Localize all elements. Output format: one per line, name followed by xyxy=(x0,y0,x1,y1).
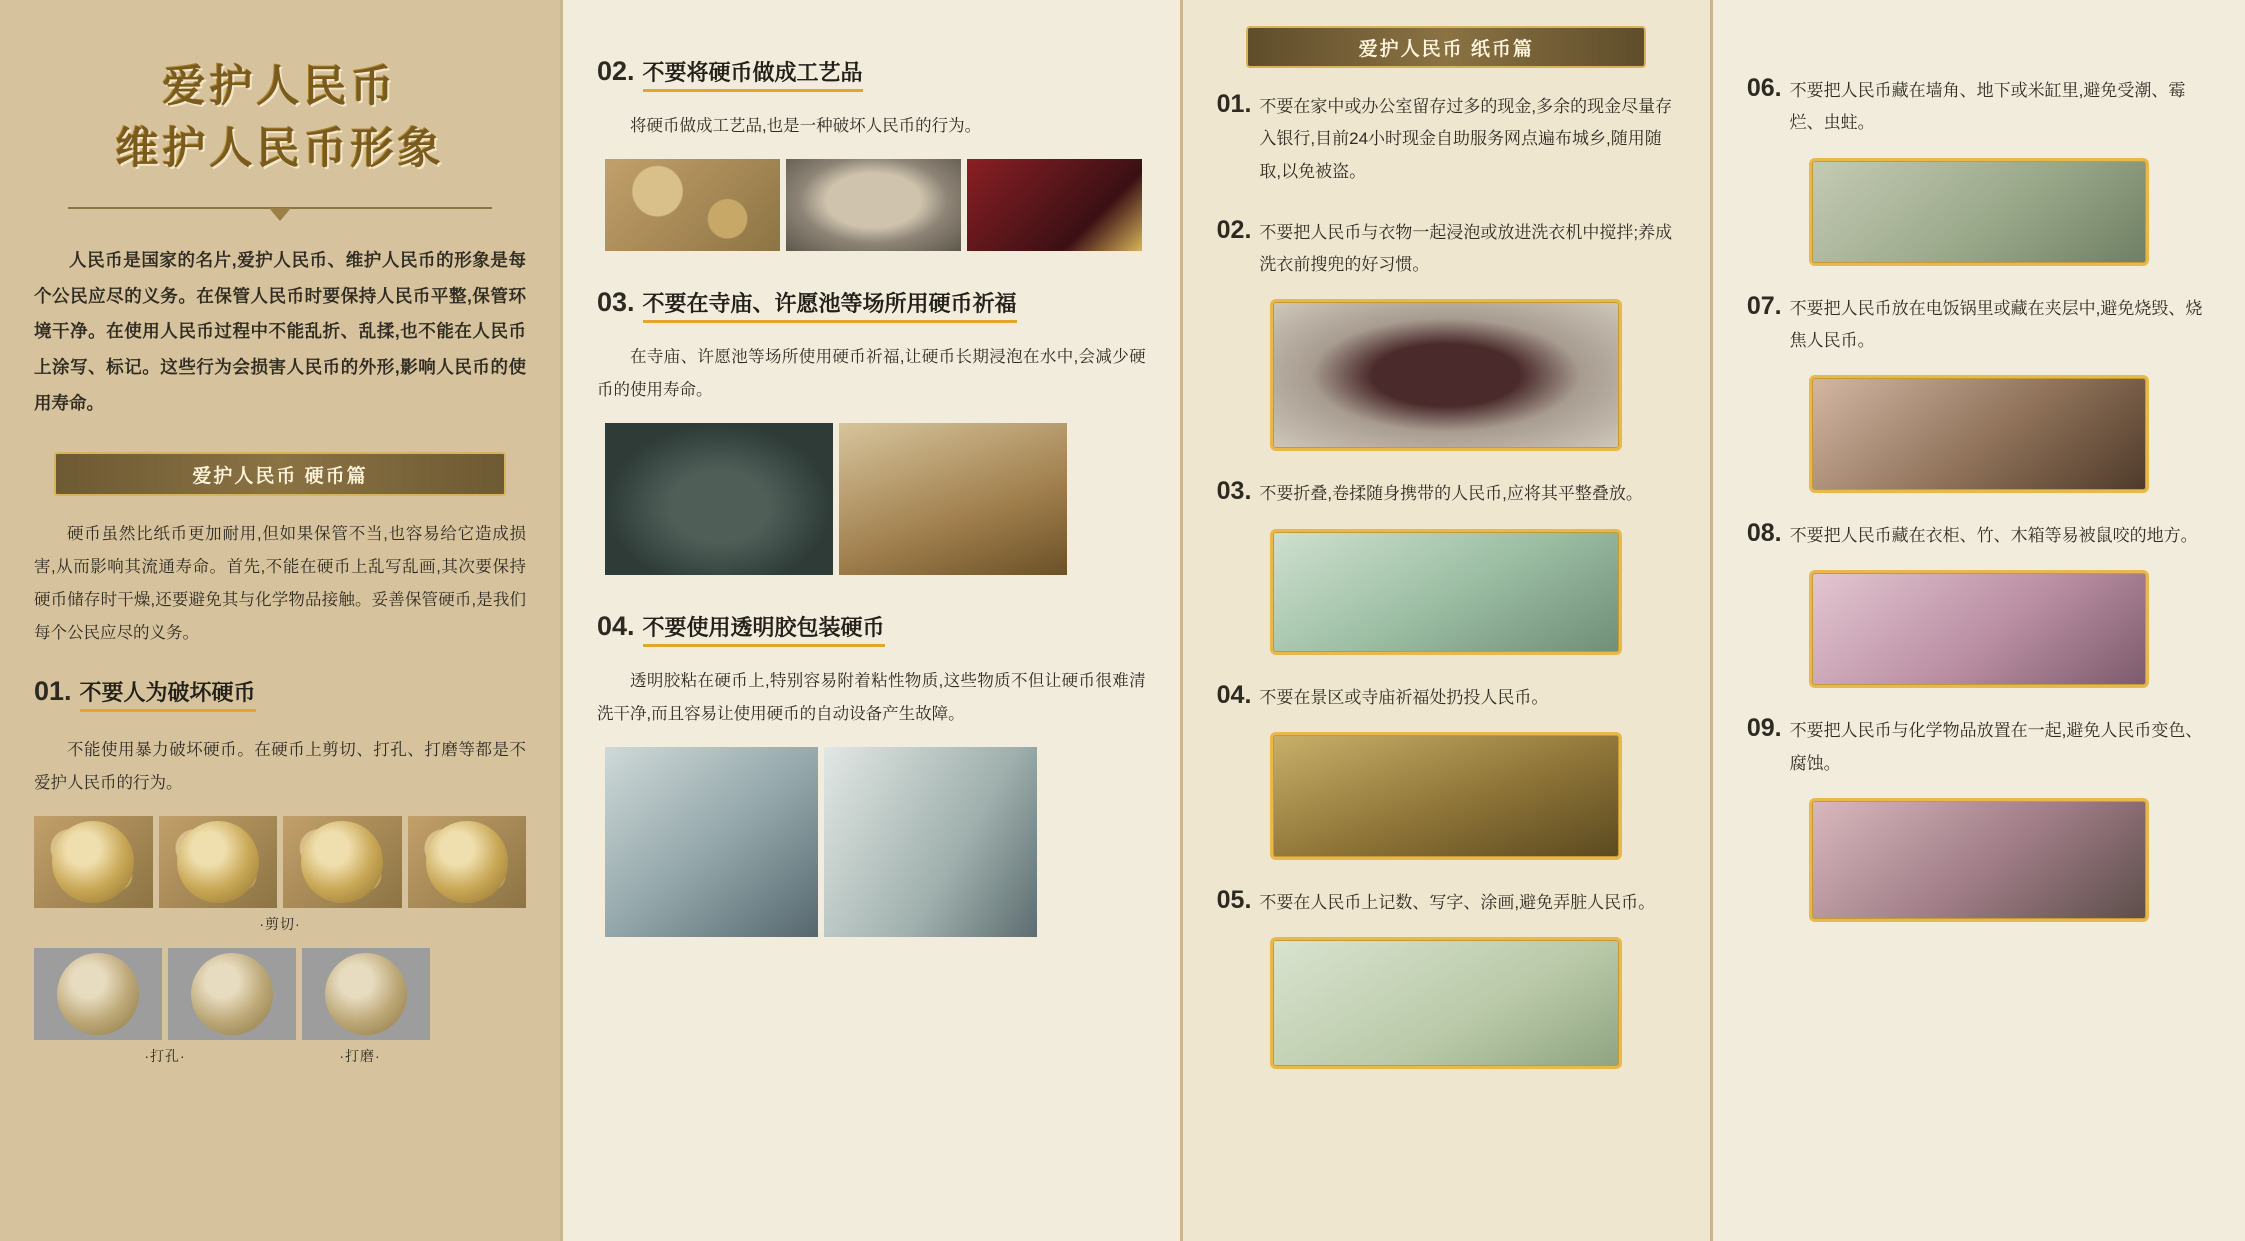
item-03-body: 在寺庙、许愿池等场所使用硬币祈福,让硬币长期浸泡在水中,会减少硬币的使用寿命。 xyxy=(596,347,1146,399)
section-banner-banknotes: 爱护人民币 纸币篇 xyxy=(1246,26,1646,68)
item-02-images xyxy=(605,159,1146,251)
note-item-02-number: 02. xyxy=(1216,215,1252,244)
coin-photo-drill-2 xyxy=(168,948,296,1040)
note-item-05-number: 05. xyxy=(1216,886,1252,915)
burned-banknote-photo xyxy=(1809,375,2149,493)
note-item-08-text: 不要把人民币藏在衣柜、竹、木箱等易被鼠咬的地方。 xyxy=(1789,526,2198,546)
coin-craft-tree-photo xyxy=(605,159,780,251)
item-04-body: 透明胶粘在硬币上,特别容易附着粘性物质,这些物质不但让硬币很难清洗干净,而且容易让使用硬币的自动设备产生故障。 xyxy=(596,671,1146,723)
item-02-number: 02. xyxy=(596,56,635,86)
coin-craft-knot-photo xyxy=(967,159,1142,251)
item-03-title: 不要在寺庙、许愿池等场所用硬币祈福 xyxy=(643,290,1017,323)
note-item-03-text: 不要折叠,卷揉随身携带的人民币,应将其平整叠放。 xyxy=(1259,484,1643,504)
note-item-01-number: 01. xyxy=(1216,90,1252,118)
note-item-02-text: 不要把人民币与衣物一起浸泡或放进洗衣机中搅拌;养成洗衣前搜兜的好习惯。 xyxy=(1259,222,1673,275)
note-item-09-heading xyxy=(1747,714,2211,782)
note-item-08-heading xyxy=(1747,519,2211,554)
column-coins-intro xyxy=(0,0,560,1241)
item-02-title: 不要将硬币做成工艺品 xyxy=(643,59,863,92)
note-item-07-number: 07. xyxy=(1746,291,1782,320)
note-item-05-heading xyxy=(1217,886,1676,921)
item-02-heading xyxy=(597,56,1146,92)
item-04-title: 不要使用透明胶包装硬币 xyxy=(643,614,885,647)
coin-craft-bowl-photo xyxy=(786,159,961,251)
note-item-08-image xyxy=(1747,570,2211,688)
coin-photo-cut-4 xyxy=(408,816,527,908)
taped-coin-photo-1 xyxy=(605,747,818,937)
note-item-06-number: 06. xyxy=(1746,74,1782,102)
note-item-05-text: 不要在人民币上记数、写字、涂画,避免弄脏人民币。 xyxy=(1259,893,1656,913)
note-item-03-number: 03. xyxy=(1216,477,1252,506)
temple-pot-photo xyxy=(839,423,1067,575)
item-01-number: 01. xyxy=(34,676,72,707)
note-item-04-text: 不要在景区或寺庙祈福处扔投人民币。 xyxy=(1259,687,1549,707)
scenic-spot-throwing-photo xyxy=(1270,732,1622,860)
note-item-04-image xyxy=(1217,732,1676,860)
column-banknotes-1 xyxy=(1183,0,1710,1241)
chemical-damaged-banknote-photo xyxy=(1809,798,2149,922)
washing-machine-photo xyxy=(1270,299,1622,451)
item-03-number: 03. xyxy=(596,287,635,317)
column-coins-items xyxy=(563,0,1180,1241)
intro-paragraph: 人民币是国家的名片,爱护人民币、维护人民币的形象是每个公民应尽的义务。在保管人民币时要保持人民币平整,保管环境干净。在使用人民币过程中不能乱折、乱揉,也不能在人民币上涂写、标记。这些行为会损害人民币的外形,影响人民币的使用寿命。 xyxy=(34,249,526,414)
note-item-06-text: 不要把人民币藏在墙角、地下或米缸里,避免受潮、霉烂、虫蛀。 xyxy=(1789,81,2186,133)
wishing-well-photo xyxy=(605,423,833,575)
coin-photo-cut-1 xyxy=(34,816,153,908)
caption-grind: ·打磨· xyxy=(339,1048,381,1065)
note-item-02-image xyxy=(1217,299,1676,451)
note-item-01-heading xyxy=(1217,90,1676,190)
note-item-07-image xyxy=(1747,375,2211,493)
note-item-04-heading xyxy=(1217,681,1676,716)
note-item-02-heading xyxy=(1217,216,1676,284)
note-item-07-text: 不要把人民币放在电饭锅里或藏在夹层中,避免烧毁、烧焦人民币。 xyxy=(1789,298,2203,350)
note-item-03-heading xyxy=(1217,477,1676,512)
graffiti-banknote-photo xyxy=(1270,937,1622,1069)
item-03-images xyxy=(605,423,1146,575)
note-item-03-image xyxy=(1217,529,1676,655)
note-item-09-image xyxy=(1747,798,2211,922)
moldy-banknote-photo xyxy=(1809,158,2149,266)
note-item-08-number: 08. xyxy=(1746,519,1782,548)
rat-bitten-banknote-photo xyxy=(1809,570,2149,688)
coin-image-row-cut xyxy=(34,816,526,908)
note-item-09-text: 不要把人民币与化学物品放置在一起,避免人民币变色、腐蚀。 xyxy=(1789,721,2203,773)
coin-photo-cut-2 xyxy=(159,816,278,908)
item-03-heading xyxy=(597,287,1146,323)
caption-drill: ·打孔· xyxy=(144,1048,186,1065)
page-title xyxy=(34,56,526,181)
item-01-heading xyxy=(34,676,526,712)
item-04-heading xyxy=(597,611,1146,647)
title-divider xyxy=(68,207,491,209)
coin-photo-grind-1 xyxy=(302,948,430,1040)
item-01-body: 不能使用暴力破坏硬币。在硬币上剪切、打孔、打磨等都是不爱护人民币的行为。 xyxy=(34,740,526,792)
page-title-line1: 爱护人民币 xyxy=(162,63,398,111)
page-title-line2: 维护人民币形象 xyxy=(115,125,445,174)
taped-coin-photo-2 xyxy=(824,747,1037,937)
section-banner-coins: 爱护人民币 硬币篇 xyxy=(54,452,507,496)
folded-notes-photo xyxy=(1270,529,1622,655)
note-item-09-number: 09. xyxy=(1746,714,1782,743)
coin-image-row-drill-grind xyxy=(34,948,526,1040)
note-item-01-text: 不要在家中或办公室留存过多的现金,多余的现金尽量存入银行,目前24小时现金自助服务网点遍布城乡,随用随取,以免被盗。 xyxy=(1259,97,1673,181)
coin-intro-paragraph: 硬币虽然比纸币更加耐用,但如果保管不当,也容易给它造成损害,从而影响其流通寿命。首先,不能在硬币上乱写乱画,其次要保持硬币储存时干燥,还要避免其与化学物品接触。妥善保管硬币,是我们每个公民应尽的义务。 xyxy=(34,525,526,643)
note-item-06-image xyxy=(1747,158,2211,266)
item-01-title: 不要人为破坏硬币 xyxy=(80,679,256,712)
coin-photo-cut-3 xyxy=(283,816,402,908)
column-banknotes-2 xyxy=(1713,0,2245,1241)
caption-cut: ·剪切· xyxy=(259,916,301,933)
note-item-05-image xyxy=(1217,937,1676,1069)
item-02-body: 将硬币做成工艺品,也是一种破坏人民币的行为。 xyxy=(629,116,982,135)
note-item-07-heading xyxy=(1747,292,2211,360)
note-item-04-number: 04. xyxy=(1216,680,1252,709)
coin-photo-drill-1 xyxy=(34,948,162,1040)
item-04-number: 04. xyxy=(596,611,635,641)
item-04-images xyxy=(605,747,1146,937)
note-item-06-heading xyxy=(1747,74,2211,142)
